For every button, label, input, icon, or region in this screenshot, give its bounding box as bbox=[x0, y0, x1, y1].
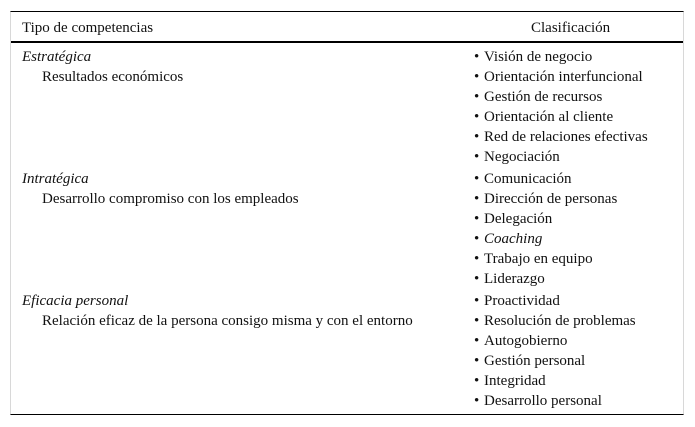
category-description: Desarrollo compromiso con los empleados bbox=[42, 191, 299, 207]
category-label: Intratégica bbox=[22, 171, 89, 187]
list-item-label: Negociación bbox=[484, 149, 560, 165]
list-item-label: Gestión personal bbox=[484, 353, 586, 369]
list-item bbox=[474, 107, 648, 127]
list-item-label: Red de relaciones efectivas bbox=[484, 129, 648, 145]
list-item-label: Delegación bbox=[484, 211, 553, 227]
list-item bbox=[474, 147, 648, 167]
bullet-icon: • bbox=[474, 49, 480, 65]
list-item-label: Integridad bbox=[484, 373, 546, 389]
bullet-icon: • bbox=[474, 231, 480, 247]
bullet-icon: • bbox=[474, 313, 480, 329]
category-description: Relación eficaz de la persona consigo misma y con el entorno bbox=[42, 313, 413, 329]
list-item bbox=[474, 229, 617, 249]
bullet-icon: • bbox=[474, 109, 480, 125]
bullet-icon: • bbox=[474, 89, 480, 105]
category-description: Resultados económicos bbox=[42, 69, 184, 85]
list-item-label: Trabajo en equipo bbox=[484, 251, 593, 267]
list-item-label: Comunicación bbox=[484, 171, 572, 187]
bullet-icon: • bbox=[474, 271, 480, 287]
bullet-icon: • bbox=[474, 211, 480, 227]
list-item bbox=[474, 311, 636, 331]
bullet-icon: • bbox=[474, 353, 480, 369]
bullet-icon: • bbox=[474, 129, 480, 145]
list-item bbox=[474, 209, 617, 229]
bullet-icon: • bbox=[474, 171, 480, 187]
list-item-label: Orientación al cliente bbox=[484, 109, 614, 125]
list-item-label: Orientación interfuncional bbox=[484, 69, 643, 85]
list-item-label: Dirección de personas bbox=[484, 191, 618, 207]
category-label: Eficacia personal bbox=[22, 293, 129, 309]
list-item-label: Liderazgo bbox=[484, 271, 545, 287]
list-item bbox=[474, 351, 636, 371]
header-type-of-competencies: Tipo de competencias bbox=[22, 20, 154, 36]
bullet-icon: • bbox=[474, 293, 480, 309]
list-item-label: Gestión de recursos bbox=[484, 89, 603, 105]
list-item bbox=[474, 249, 617, 269]
bullet-icon: • bbox=[474, 149, 480, 165]
list-item bbox=[474, 127, 648, 147]
bullet-icon: • bbox=[474, 251, 480, 267]
list-item-label: Coaching bbox=[484, 231, 543, 247]
bullet-icon: • bbox=[474, 373, 480, 389]
list-item bbox=[474, 169, 617, 189]
list-item bbox=[474, 371, 636, 391]
list-item bbox=[474, 189, 617, 209]
table-header bbox=[11, 12, 683, 43]
list-item-label: Autogobierno bbox=[484, 333, 568, 349]
list-item bbox=[474, 47, 648, 67]
bullet-icon: • bbox=[474, 69, 480, 85]
list-item-label: Desarrollo personal bbox=[484, 393, 602, 409]
classification-list bbox=[474, 47, 648, 167]
category-label: Estratégica bbox=[22, 49, 92, 65]
list-item bbox=[474, 291, 636, 311]
list-item-label: Proactividad bbox=[484, 293, 560, 309]
list-item bbox=[474, 87, 648, 107]
list-item bbox=[474, 269, 617, 289]
list-item bbox=[474, 67, 648, 87]
competencies-table bbox=[10, 11, 684, 415]
list-item-label: Visión de negocio bbox=[484, 49, 593, 65]
classification-list bbox=[474, 169, 617, 289]
bullet-icon: • bbox=[474, 393, 480, 409]
bullet-icon: • bbox=[474, 333, 480, 349]
list-item-label: Resolución de problemas bbox=[484, 313, 636, 329]
list-item bbox=[474, 391, 636, 411]
bullet-icon: • bbox=[474, 191, 480, 207]
list-item bbox=[474, 331, 636, 351]
classification-list bbox=[474, 291, 636, 411]
header-classification: Clasificación bbox=[531, 20, 611, 36]
